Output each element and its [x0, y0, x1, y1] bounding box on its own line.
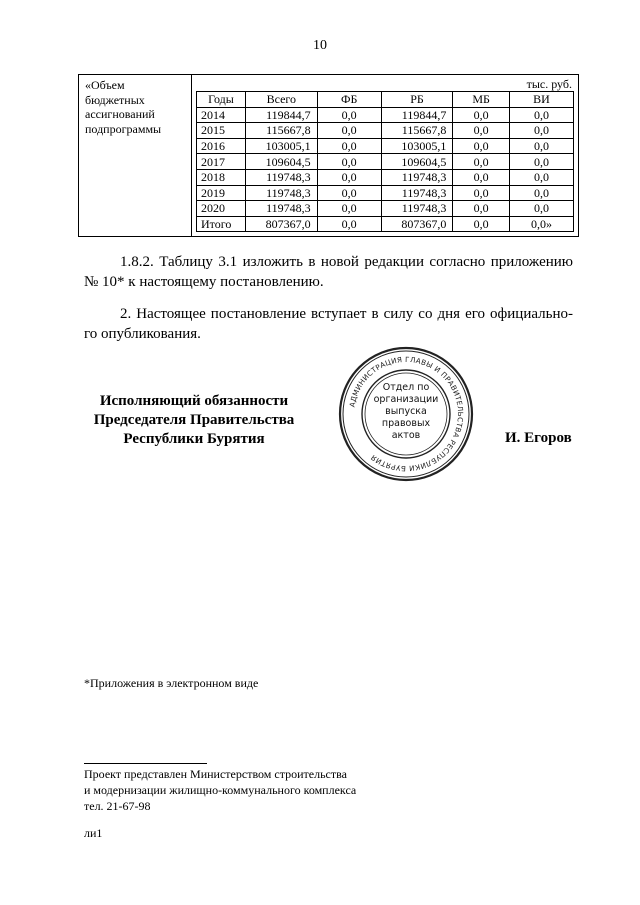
unit-label: тыс. руб. [526, 77, 572, 91]
cell-total: 115667,8 [246, 123, 318, 139]
cell-rb: 115667,8 [381, 123, 453, 139]
cell-fb: 0,0 [317, 201, 381, 217]
cell-total: 119844,7 [246, 107, 318, 123]
cell-fb: 0,0 [317, 107, 381, 123]
table-header-row [197, 92, 574, 108]
cell-rb: 119844,7 [381, 107, 453, 123]
cell-vi: 0,0» [509, 216, 573, 232]
stamp-ring-text: АДМИНИСТРАЦИЯ ГЛАВЫ И ПРАВИТЕЛЬСТВА РЕСПУБЛИКИ БУРЯТИЯ [347, 354, 466, 474]
cell-mb: 0,0 [453, 216, 510, 232]
cell-vi: 0,0 [509, 138, 573, 154]
cell-year: 2017 [197, 154, 246, 170]
table-row [197, 169, 574, 185]
page-number: 10 [313, 38, 327, 53]
cell-mb: 0,0 [453, 201, 510, 217]
table-row [197, 138, 574, 154]
header-total: Всего [246, 92, 318, 108]
official-stamp [338, 346, 474, 482]
cell-rb: 119748,3 [381, 185, 453, 201]
cell-mb: 0,0 [453, 169, 510, 185]
appendix-note: *Приложения в электронном виде [84, 676, 259, 690]
cell-mb: 0,0 [453, 154, 510, 170]
cell-fb: 0,0 [317, 138, 381, 154]
stamp-center-line: организации [373, 394, 439, 405]
footer-project-info [84, 766, 356, 814]
cell-year: 2018 [197, 169, 246, 185]
document-code: ли1 [84, 826, 103, 840]
signer-title-line: Председателя Правительства [93, 412, 295, 428]
cell-year: 2016 [197, 138, 246, 154]
cell-vi: 0,0 [509, 201, 573, 217]
table-label-line: «Объем [85, 78, 125, 92]
paragraph-amendment-text: 1.8.2. Таблицу 3.1 изложить в новой редакции согласно приложению № 10* к настоящему постановлению. [84, 254, 573, 290]
cell-total: 119748,3 [246, 169, 318, 185]
cell-fb: 0,0 [317, 123, 381, 139]
table-total-row [197, 216, 574, 232]
table-row [197, 154, 574, 170]
cell-fb: 0,0 [317, 185, 381, 201]
cell-mb: 0,0 [453, 185, 510, 201]
header-rb: РБ [381, 92, 453, 108]
signer-title-line: Исполняющий обязанности [99, 393, 289, 409]
cell-total: 119748,3 [246, 201, 318, 217]
cell-year: 2019 [197, 185, 246, 201]
table-label-cell [79, 75, 192, 237]
signer-title [78, 392, 310, 449]
table-content-cell [192, 75, 579, 237]
cell-vi: 0,0 [509, 185, 573, 201]
cell-rb: 119748,3 [381, 201, 453, 217]
footer-line: Проект представлен Министерством строительства [84, 767, 347, 781]
footer-line: тел. 21-67-98 [84, 799, 151, 813]
cell-mb: 0,0 [453, 107, 510, 123]
cell-total: 807367,0 [246, 216, 318, 232]
budget-allocation-table [78, 74, 579, 237]
paragraph-effective-date-text: 2. Настоящее постановление вступает в силу со дня его официально-го опубликования. [84, 306, 573, 342]
signer-name: И. Егоров [505, 430, 572, 446]
cell-fb: 0,0 [317, 154, 381, 170]
table-row [197, 185, 574, 201]
cell-rb: 103005,1 [381, 138, 453, 154]
cell-year: 2020 [197, 201, 246, 217]
cell-year: 2014 [197, 107, 246, 123]
stamp-center-line: выпуска [385, 406, 427, 417]
cell-fb: 0,0 [317, 169, 381, 185]
cell-vi: 0,0 [509, 154, 573, 170]
cell-total: 119748,3 [246, 185, 318, 201]
cell-fb: 0,0 [317, 216, 381, 232]
footer-line: и модернизации жилищно-коммунального комплекса [84, 783, 357, 797]
stamp-center-line: правовых [381, 418, 431, 429]
paragraph-effective-date [84, 304, 573, 344]
table-label-line: подпрограммы [85, 121, 162, 136]
cell-year: Итого [197, 216, 246, 232]
header-vi: ВИ [509, 92, 573, 108]
cell-rb: 807367,0 [381, 216, 453, 232]
header-mb: МБ [453, 92, 510, 108]
cell-rb: 109604,5 [381, 154, 453, 170]
cell-vi: 0,0 [509, 123, 573, 139]
cell-total: 109604,5 [246, 154, 318, 170]
cell-vi: 0,0 [509, 107, 573, 123]
cell-total: 103005,1 [246, 138, 318, 154]
table-row [197, 123, 574, 139]
stamp-center-line: актов [391, 430, 421, 441]
paragraph-amendment [84, 252, 573, 292]
table-label-line: бюджетных [85, 92, 145, 107]
header-years: Годы [197, 92, 246, 108]
signer-title-line: Республики Бурятия [123, 431, 265, 447]
cell-mb: 0,0 [453, 138, 510, 154]
cell-mb: 0,0 [453, 123, 510, 139]
table-label-line: ассигнований [85, 107, 155, 121]
table-row [197, 201, 574, 217]
table-row [197, 107, 574, 123]
cell-rb: 119748,3 [381, 169, 453, 185]
cell-vi: 0,0 [509, 169, 573, 185]
footer-separator [84, 763, 207, 764]
cell-year: 2015 [197, 123, 246, 139]
header-fb: ФБ [317, 92, 381, 108]
stamp-center-line: Отдел по [382, 382, 430, 393]
funding-data-table [196, 91, 574, 232]
